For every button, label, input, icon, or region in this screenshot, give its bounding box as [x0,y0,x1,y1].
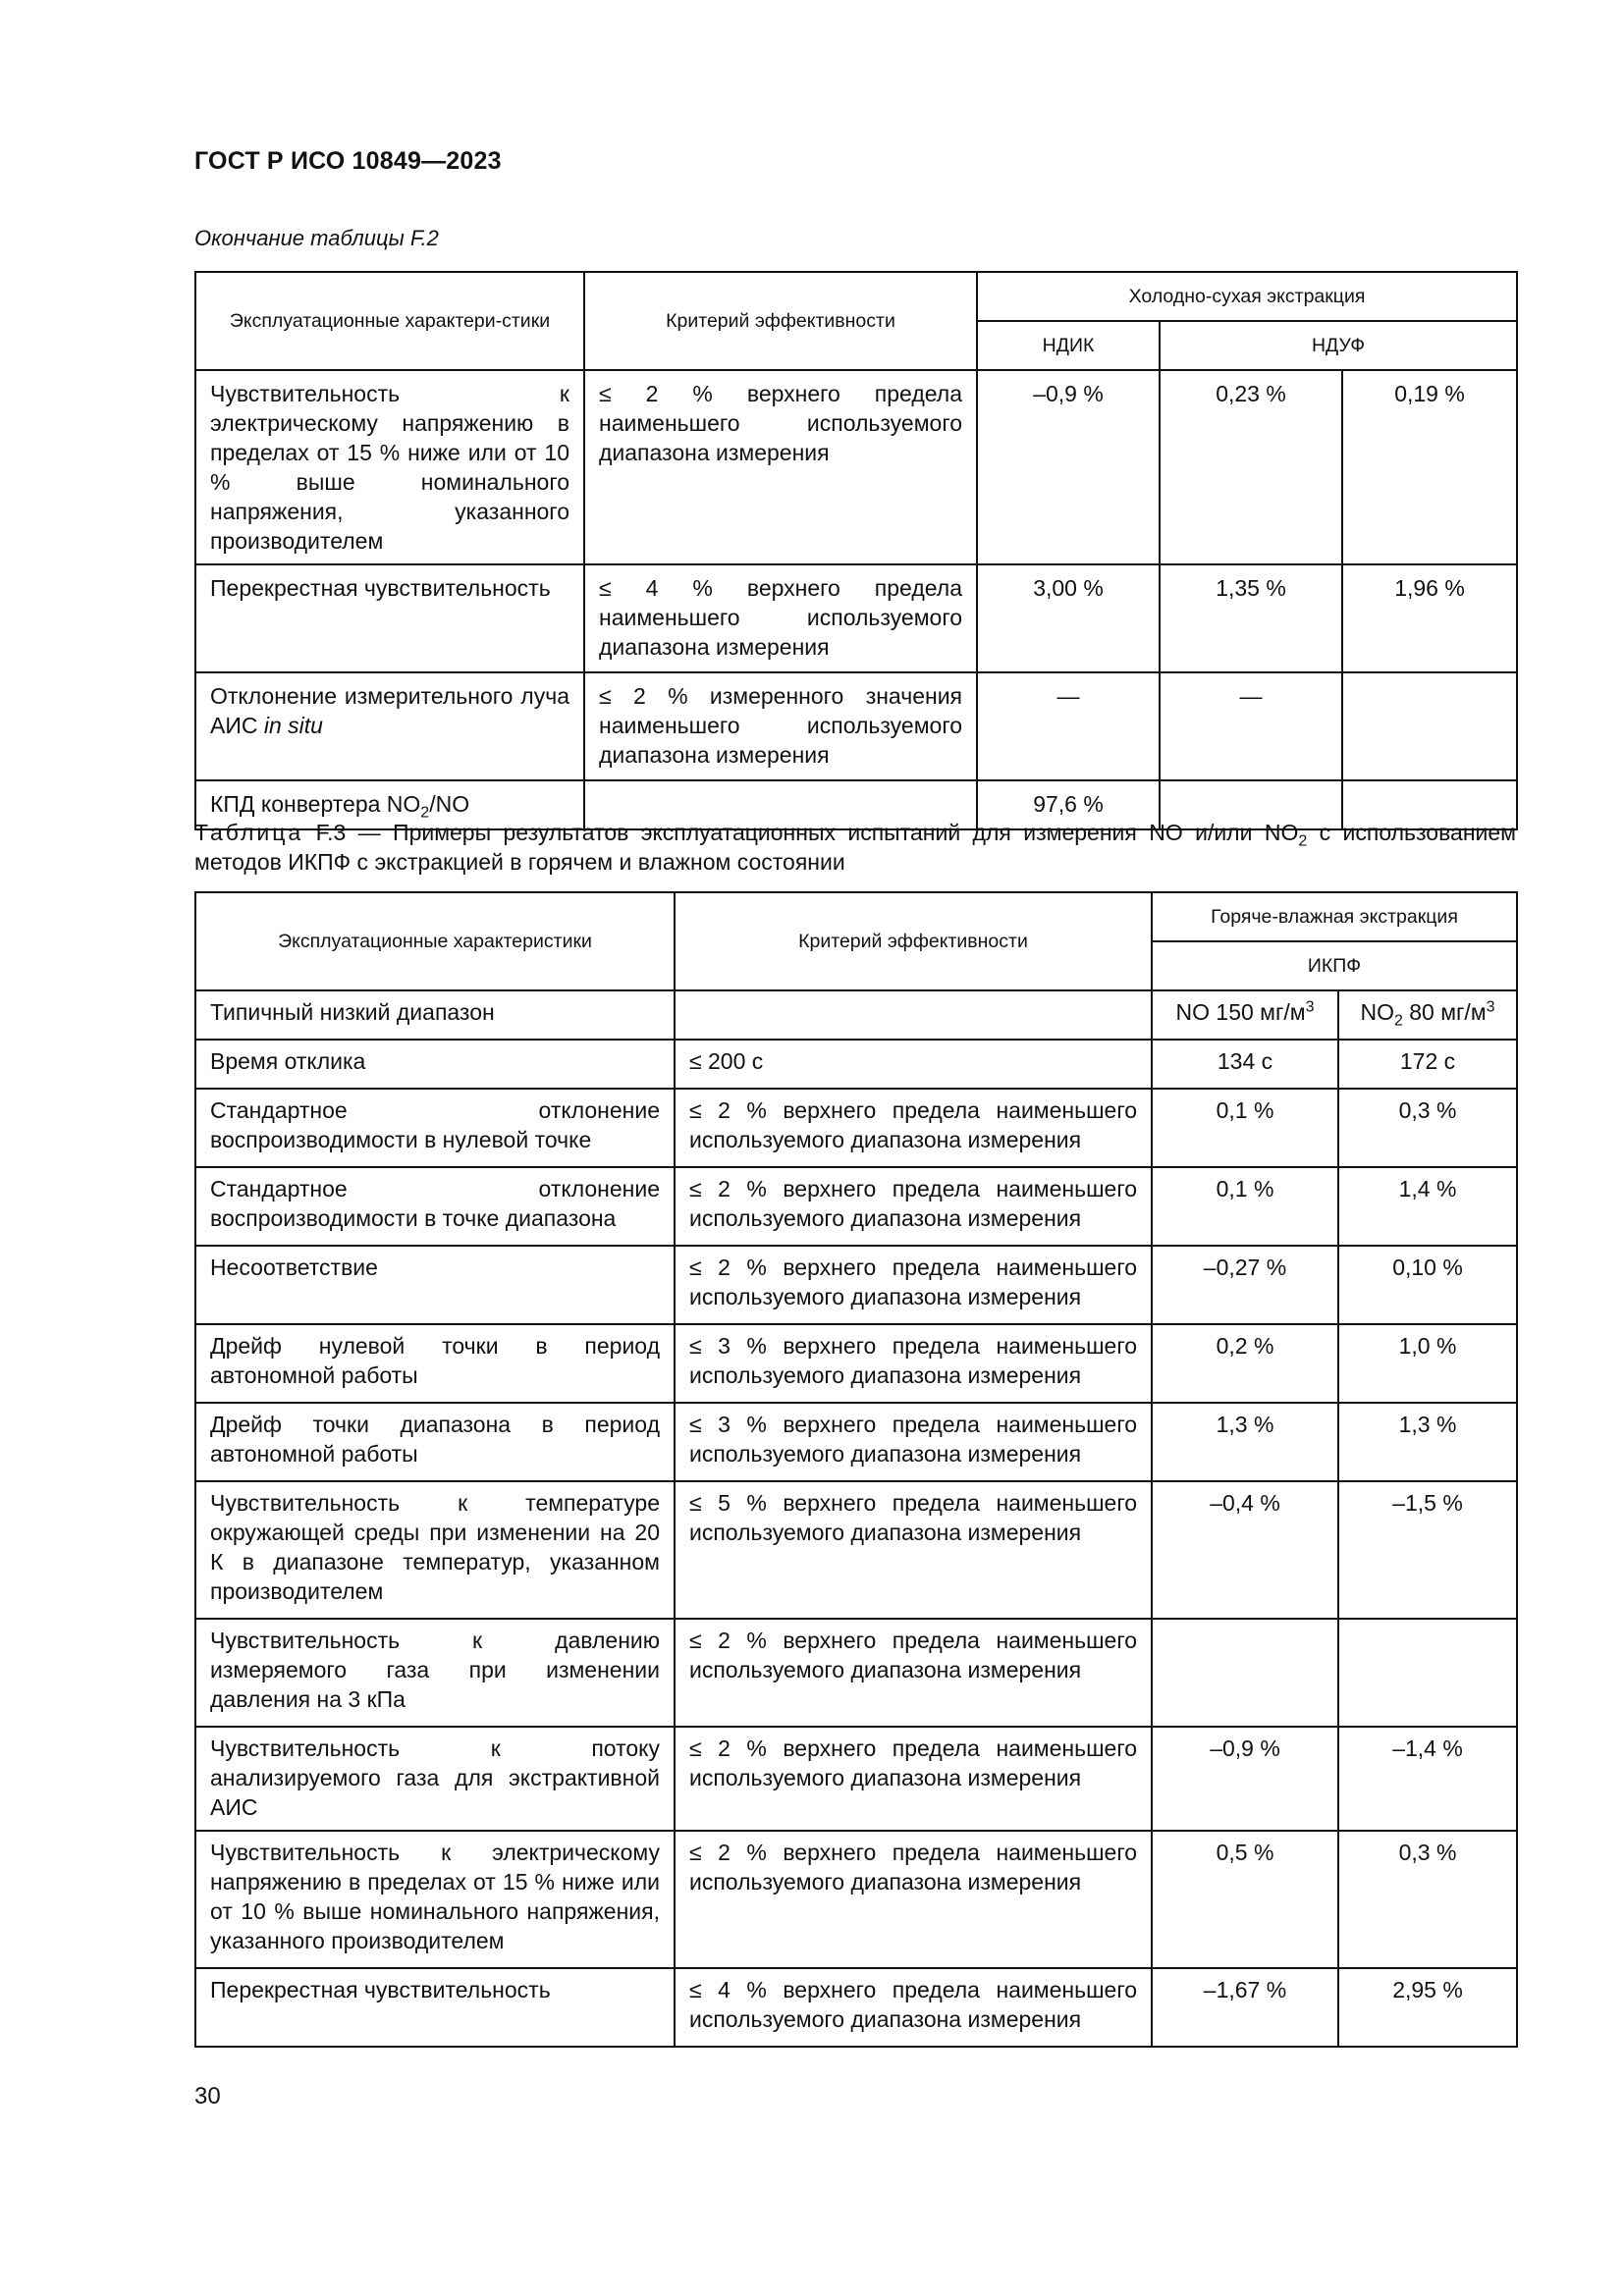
cell-criterion [675,990,1152,1040]
table-row [195,1167,1517,1246]
cell-value: 3,00 % [977,564,1160,672]
range-text: NO 150 мг/м [1175,999,1306,1025]
header-nduf: НДУФ [1160,321,1517,370]
table-row [195,370,1517,564]
cell-value: 0,23 % [1160,370,1342,564]
table-row [195,1619,1517,1727]
cell-criterion: ≤ 2 % верхнего предела наименьшего используемого диапазона измерения [675,1246,1152,1324]
table-row [195,990,1517,1040]
table-f3 [194,891,1518,2048]
cell-characteristic: Чувствительность к температуре окружающей среды при изменении на 20 К в диапазоне температур, указанном производителем [195,1481,675,1619]
cell-value: — [977,672,1160,780]
cell-value: –0,9 % [977,370,1160,564]
characteristic-italic: in situ [263,713,323,738]
table-f2 [194,271,1518,830]
cell-range-no2 [1338,990,1517,1040]
cell-characteristic [195,672,584,780]
cell-criterion: ≤ 2 % верхнего предела наименьшего используемого диапазона измерения [584,370,977,564]
table-row [195,1089,1517,1167]
cell-criterion: ≤ 2 % верхнего предела наименьшего используемого диапазона измерения [675,1619,1152,1727]
cell-criterion: ≤ 2 % верхнего предела наименьшего используемого диапазона измерения [675,1831,1152,1968]
page-number: 30 [194,2083,221,2109]
header-characteristics: Эксплуатационные характеристики [195,892,675,990]
cell-value: 0,3 % [1338,1831,1517,1968]
cell-value: 0,1 % [1152,1089,1338,1167]
cell-criterion: ≤ 4 % верхнего предела наименьшего используемого диапазона измерения [584,564,977,672]
cell-range-no [1152,990,1338,1040]
cell-characteristic: Чувствительность к давлению измеряемого газа при изменении давления на 3 кПа [195,1619,675,1727]
cell-value: 0,1 % [1152,1167,1338,1246]
cell-criterion: ≤ 2 % верхнего предела наименьшего используемого диапазона измерения [675,1089,1152,1167]
table-row [195,1727,1517,1831]
table-header-row [195,272,1517,321]
cell-value: –1,4 % [1338,1727,1517,1831]
table-row [195,1246,1517,1324]
cell-value: 0,2 % [1152,1324,1338,1403]
cell-value: 1,0 % [1338,1324,1517,1403]
cell-value: –1,67 % [1152,1968,1338,2047]
caption-text: — Примеры результатов эксплуатационных испытаний для измерения NO и/или NO [346,820,1299,845]
cell-characteristic: Перекрестная чувствительность [195,1968,675,2047]
caption-text: с использованием методов ИКПФ с экстракцией в горячем и влажном состоянии [194,820,1516,875]
cell-characteristic: Чувствительность к электрическому напряжению в пределах от 15 % ниже или от 10 % выше номинального напряжения, указанного производителем [195,370,584,564]
cell-characteristic: Дрейф нулевой точки в период автономной работы [195,1324,675,1403]
characteristic-text: /NO [429,791,470,817]
table-row [195,1968,1517,2047]
cell-value: 172 с [1338,1040,1517,1089]
table-row [195,1831,1517,1968]
table-row [195,564,1517,672]
cell-value: 0,19 % [1342,370,1517,564]
cell-value: 0,10 % [1338,1246,1517,1324]
cell-criterion: ≤ 2 % верхнего предела наименьшего используемого диапазона измерения [675,1167,1152,1246]
table-row [195,1481,1517,1619]
header-cold-dry-extraction: Холодно-сухая экстракция [977,272,1517,321]
cell-criterion: ≤ 2 % измеренного значения наименьшего используемого диапазона измерения [584,672,977,780]
cell-criterion: ≤ 2 % верхнего предела наименьшего используемого диапазона измерения [675,1727,1152,1831]
table-row [195,1040,1517,1089]
cell-value: 1,35 % [1160,564,1342,672]
cell-characteristic: Дрейф точки диапазона в период автономной работы [195,1403,675,1481]
caption-number: F.3 [315,820,347,845]
cell-criterion: ≤ 3 % верхнего предела наименьшего используемого диапазона измерения [675,1403,1152,1481]
cell-value: 1,4 % [1338,1167,1517,1246]
cell-characteristic: Стандартное отклонение воспроизводимости в точке диапазона [195,1167,675,1246]
table-header-row [195,892,1517,941]
range-text: NO [1360,999,1394,1025]
cell-value: 2,95 % [1338,1968,1517,2047]
header-ndik: НДИК [977,321,1160,370]
cell-characteristic: Чувствительность к потоку анализируемого газа для экстрактивной АИС [195,1727,675,1831]
cell-value: 0,3 % [1338,1089,1517,1167]
cell-value: 1,3 % [1152,1403,1338,1481]
subscript: 2 [420,804,430,822]
cell-characteristic: Время отклика [195,1040,675,1089]
cell-characteristic: Типичный низкий диапазон [195,990,675,1040]
cell-characteristic: Перекрестная чувствительность [195,564,584,672]
header-criterion: Критерий эффективности [675,892,1152,990]
range-text: 80 мг/м [1402,999,1487,1025]
characteristic-text: Отклонение измерительного луча АИС [210,683,569,738]
cell-value: — [1160,672,1342,780]
table-f3-caption [194,818,1516,877]
subscript: 2 [1298,832,1308,850]
cell-criterion: ≤ 4 % верхнего предела наименьшего используемого диапазона измерения [675,1968,1152,2047]
superscript: 3 [1486,998,1495,1016]
table-row [195,672,1517,780]
header-hot-wet-extraction: Горяче-влажная экстракция [1152,892,1517,941]
table-row [195,1403,1517,1481]
characteristic-text: КПД конвертера NO [210,791,421,817]
cell-characteristic: Чувствительность к электрическому напряжению в пределах от 15 % ниже или от 10 % выше номинального напряжения, указанного производителем [195,1831,675,1968]
cell-criterion: ≤ 3 % верхнего предела наименьшего используемого диапазона измерения [675,1324,1152,1403]
document-code: ГОСТ Р ИСО 10849—2023 [194,147,502,175]
cell-value: 0,5 % [1152,1831,1338,1968]
cell-characteristic: Несоответствие [195,1246,675,1324]
cell-value: 97,6 % [977,780,1160,829]
cell-value [1338,1619,1517,1727]
cell-value: –1,5 % [1338,1481,1517,1619]
subscript: 2 [1393,1012,1403,1030]
cell-characteristic: Стандартное отклонение воспроизводимости в нулевой точке [195,1089,675,1167]
cell-value: 1,3 % [1338,1403,1517,1481]
cell-value: –0,27 % [1152,1246,1338,1324]
cell-value: 134 с [1152,1040,1338,1089]
table-continuation-label: Окончание таблицы F.2 [194,226,439,250]
cell-value: –0,9 % [1152,1727,1338,1831]
header-ikpf: ИКПФ [1152,941,1517,990]
table-row [195,1324,1517,1403]
cell-value [1342,672,1517,780]
caption-label: Таблица [194,820,304,845]
superscript: 3 [1305,998,1315,1016]
cell-criterion: ≤ 5 % верхнего предела наименьшего используемого диапазона измерения [675,1481,1152,1619]
header-characteristics: Эксплуатационные характери-стики [195,272,584,370]
cell-value: 1,96 % [1342,564,1517,672]
cell-value [1152,1619,1338,1727]
cell-value: –0,4 % [1152,1481,1338,1619]
cell-criterion: ≤ 200 с [675,1040,1152,1089]
header-criterion: Критерий эффективности [584,272,977,370]
